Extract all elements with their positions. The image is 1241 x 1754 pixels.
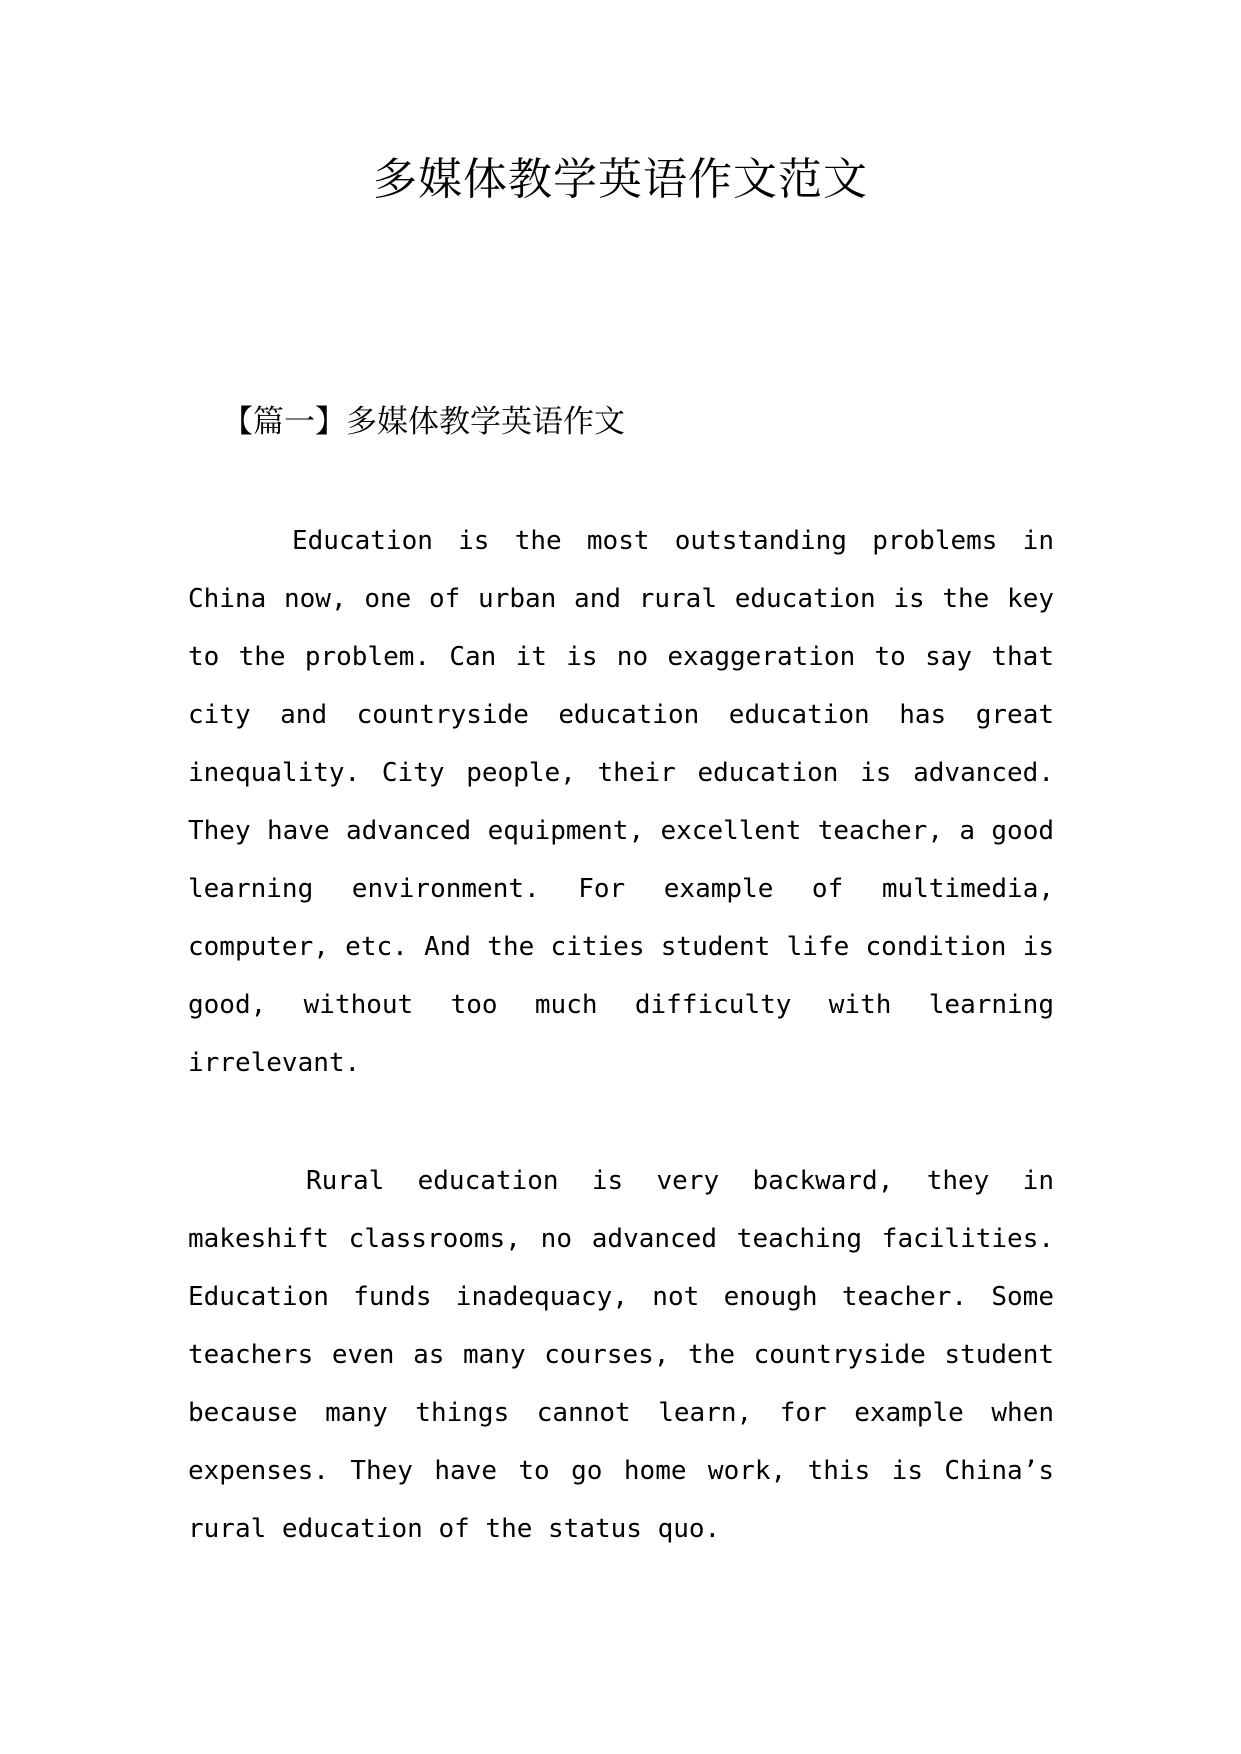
section-heading: 【篇一】多媒体教学英语作文 <box>222 404 625 440</box>
paragraph-2: Rural education is very backward, they in makeshift classrooms, no advanced teaching facilities. Education funds inadequacy, not enough teacher. Some teachers even as many courses, the countryside student because many things cannot learn, for example when expenses. They have to go home work, this is China’s rural education of the status quo. <box>188 1166 1054 1544</box>
document-title: 多媒体教学英语作文范文 <box>373 154 868 205</box>
paragraph-1: Education is the most outstanding problems in China now, one of urban and rural education is the key to the problem. Can it is no exaggeration to say that city and countryside education education has great inequality. City people, their education is advanced. They have advanced equipment, excellent teacher, a good learning environment. For example of multimedia, computer, etc. And the cities student life condition is good, without too much difficulty with learning irrelevant. <box>188 526 1054 1078</box>
